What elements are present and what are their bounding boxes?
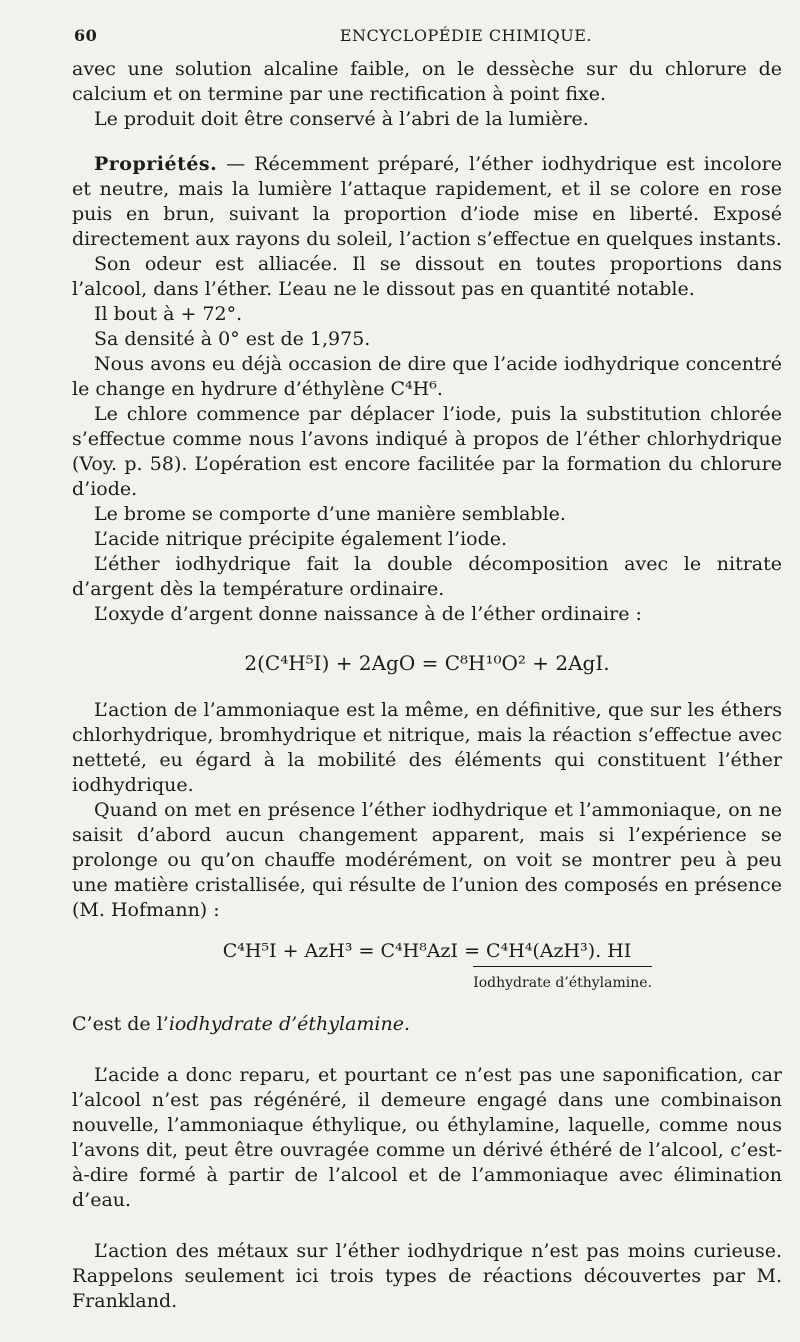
paragraph-text: C’est de l’ bbox=[72, 1013, 169, 1035]
paragraph: Son odeur est alliacée. Il se dissout en toutes proportions dans l’alcool, dans l’éther. L’eau ne le dissout pas en quantité notable. bbox=[72, 253, 782, 300]
paragraph: Quand on met en présence l’éther iodhydrique et l’ammoniaque, on ne saisit d’abord aucun changement apparent, mais si l’expérience se prolonge ou qu’on chauffe modérément, on voit se montrer peu à peu une matière cristallisée, qui résulte de l’union des composés en présence (M. Hofmann) : bbox=[72, 799, 782, 921]
paragraph-properties bbox=[72, 152, 782, 252]
running-header bbox=[72, 26, 782, 45]
paragraph: L’action de l’ammoniaque est la même, en définitive, que sur les éthers chlorhydrique, bromhydrique et nitrique, mais la réaction s’effectue avec netteté, eu égard à la mobilité des éléments qui constituent l’éther iodhydrique. bbox=[72, 699, 782, 796]
equation-silver-oxide: 2(C⁴H⁵I) + 2AgO = C⁸H¹⁰O² + 2AgI. bbox=[244, 651, 610, 675]
paragraph: L’acide a donc reparu, et pourtant ce n’est pas une saponification, car l’alcool n’est pas régénéré, il demeure engagé dans une combinaison nouvelle, l’ammoniaque éthylique, ou éthylamine, laquelle, comme nous l’avons dit, peut être ouvragée comme un dérivé éthéré de l’alcool, c’est-à-dire formé à partir de l’alcool et de l’ammoniaque avec élimination d’eau. bbox=[72, 1064, 782, 1211]
equation-ammonia bbox=[72, 939, 782, 964]
paragraph: Nous avons eu déjà occasion de dire que l’acide iodhydrique concentré le change en hydrure d’éthylène C⁴H⁶. bbox=[72, 353, 782, 400]
equation-label-text: Iodhydrate d’éthylamine. bbox=[473, 966, 652, 996]
equation-left: C⁴H⁵I + AzH³ = C⁴H⁸AzI = bbox=[222, 940, 487, 962]
paragraph: L’éther iodhydrique fait la double décomposition avec le nitrate d’argent dès la température ordinaire. bbox=[72, 553, 782, 600]
paragraph: L’action des métaux sur l’éther iodhydrique n’est pas moins curieuse. Rappelons seulement ici trois types de réactions découvertes par M. Frankland. bbox=[72, 1240, 782, 1312]
equation-label bbox=[72, 966, 652, 996]
paragraph-text: — Récemment préparé, l’éther iodhydrique est incolore et neutre, mais la lumière l’attaque rapidement, et il se colore en rose puis en brun, suivant la proportion d’iode mise en liberté. Exposé directement aux rayons du soleil, l’action s’effectue en quelques instants. bbox=[72, 153, 782, 250]
paragraph: Le brome se comporte d’une manière semblable. bbox=[94, 503, 566, 525]
section-lead: Propriétés. bbox=[94, 153, 218, 175]
emphasis-term: iodhydrate d’éthylamine. bbox=[168, 1013, 411, 1035]
paragraph: L’oxyde d’argent donne naissance à de l’éther ordinaire : bbox=[94, 603, 642, 625]
paragraph: avec une solution alcaline faible, on le dessèche sur du chlorure de calcium et on termine par une rectification à point fixe. bbox=[72, 58, 782, 105]
paragraph: Le produit doit être conservé à l’abri de la lumière. bbox=[94, 108, 589, 130]
body-text bbox=[72, 57, 782, 1314]
paragraph: Le chlore commence par déplacer l’iode, puis la substitution chlorée s’effectue comme nous l’avons indiqué à propos de l’éther chlorhydrique (Voy. p. 58). L’opération est encore facilitée par la formation du chlorure d’iode. bbox=[72, 403, 782, 500]
equation-right: . HI bbox=[595, 940, 632, 962]
paragraph: L’acide nitrique précipite également l’iode. bbox=[94, 528, 508, 550]
paragraph-conclusion bbox=[72, 1012, 782, 1037]
paragraph: Sa densité à 0° est de 1,975. bbox=[94, 328, 371, 350]
running-title: ENCYCLOPÉDIE CHIMIQUE. bbox=[339, 26, 592, 45]
equation-braced-term: C⁴H⁴(AzH³) bbox=[486, 940, 596, 962]
paragraph: Il bout à + 72°. bbox=[94, 303, 243, 325]
page-number: 60 bbox=[74, 26, 98, 45]
